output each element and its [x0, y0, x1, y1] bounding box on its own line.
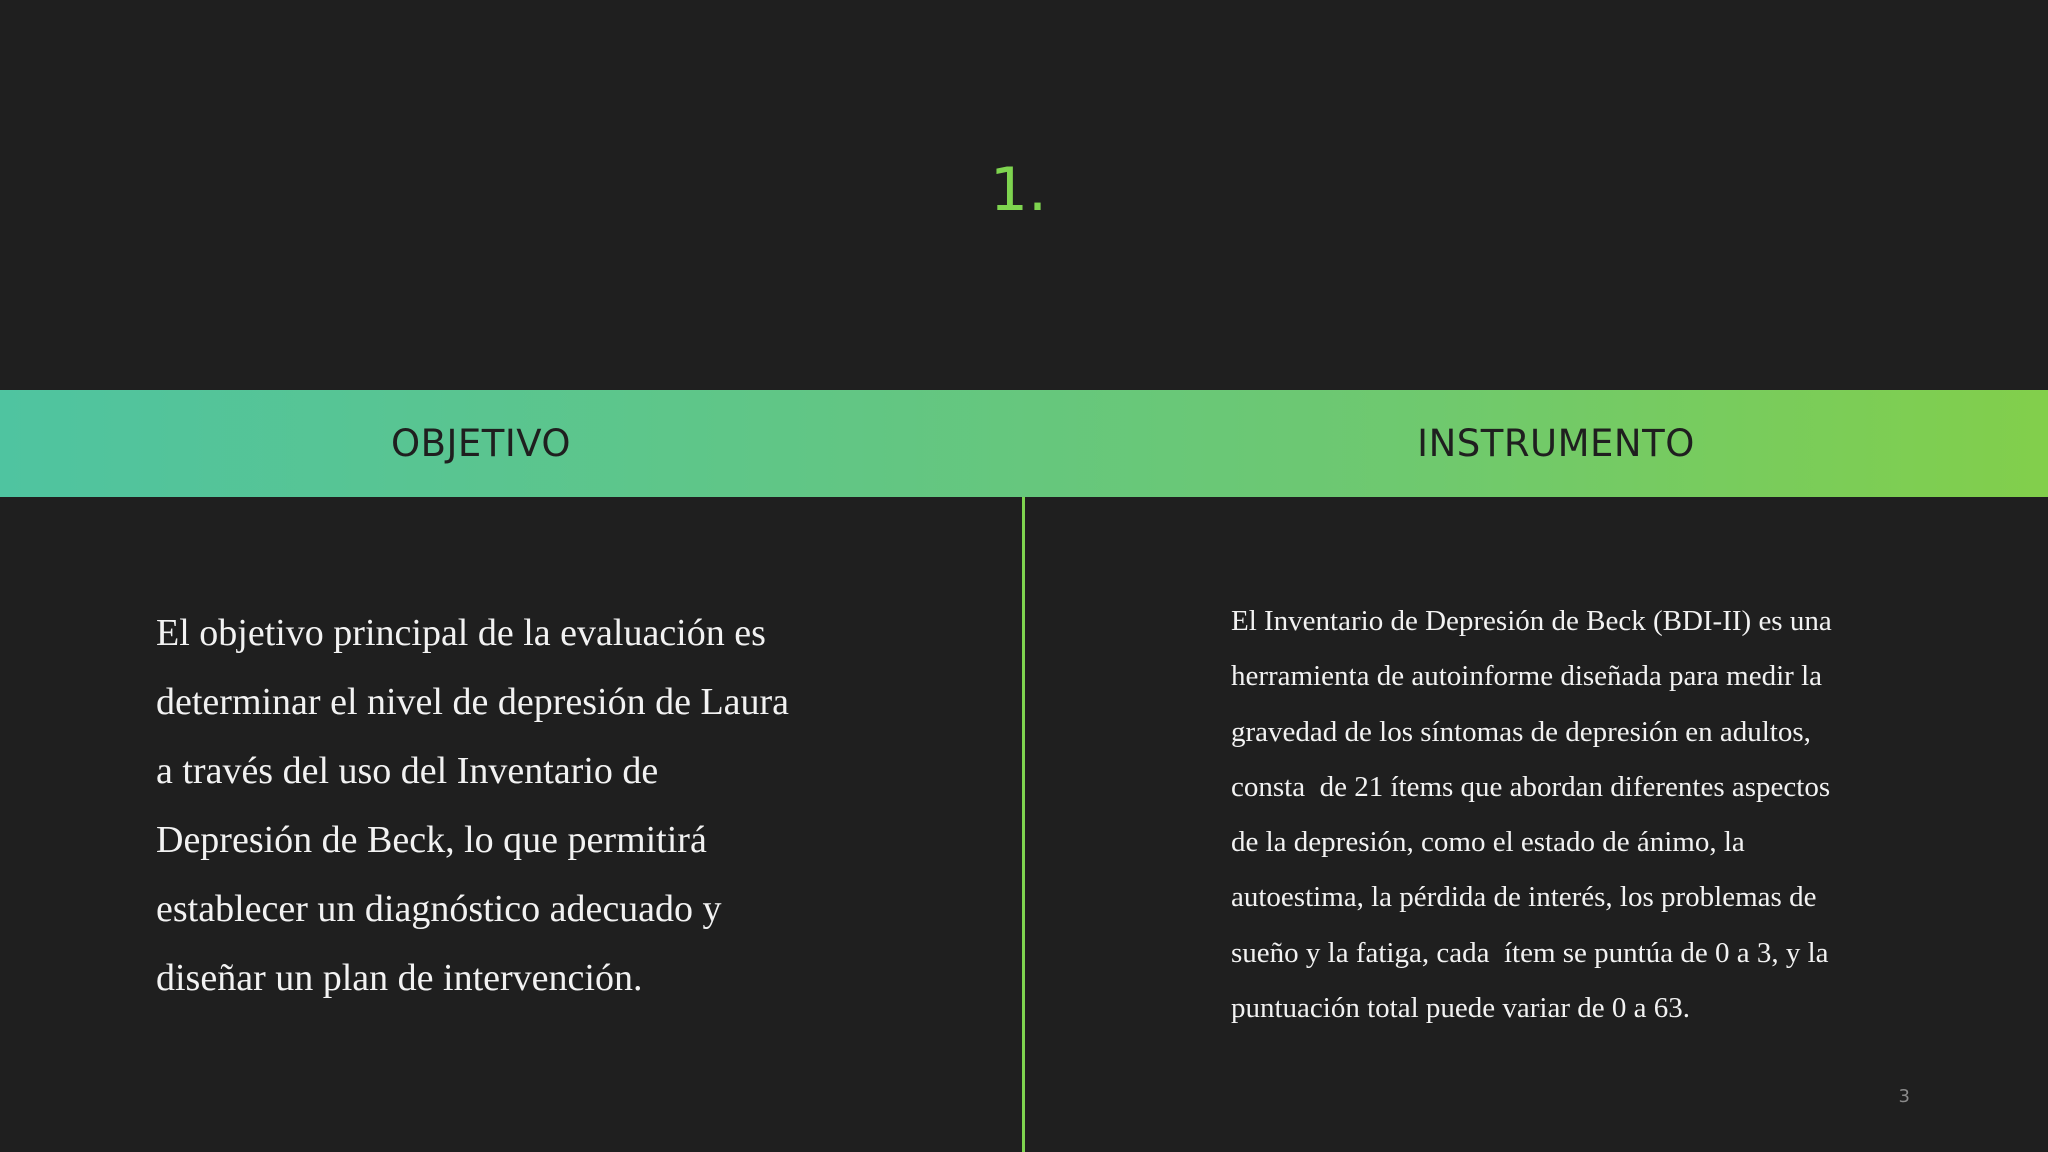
instrument-line: autoestima, la pérdida de interés, los problemas de: [1231, 881, 1817, 914]
instrument-line: consta de 21 ítems que abordan diferentes aspectos: [1231, 770, 1831, 803]
instrument-line: de la depresión, como el estado de ánimo, la: [1231, 826, 1745, 859]
objective-line: diseñar un plan de intervención.: [156, 957, 643, 999]
instrument-line: gravedad de los síntomas de depresión en adultos,: [1231, 715, 1811, 748]
instrument-paragraph: [1231, 594, 1901, 1036]
objective-heading: OBJETIVO: [390, 422, 572, 465]
page-number: 3: [1898, 1086, 1910, 1107]
objective-paragraph: [156, 599, 816, 1013]
objective-line: Depresión de Beck, lo que permitirá: [156, 819, 707, 861]
instrument-line: herramienta de autoinforme diseñada para medir la: [1231, 660, 1823, 693]
objective-line: establecer un diagnóstico adecuado y: [156, 888, 722, 930]
objective-line: determinar el nivel de depresión de Laura: [156, 681, 790, 723]
instrument-heading: INSTRUMENTO: [1417, 422, 1695, 465]
instrument-line: sueño y la fatiga, cada ítem se puntúa de 0 a 3, y la: [1231, 936, 1829, 969]
objective-line: El objetivo principal de la evaluación es: [156, 612, 766, 654]
section-number: 1.: [989, 155, 1048, 225]
header-band: [0, 390, 2048, 497]
objective-line: a través del uso del Inventario de: [156, 750, 659, 792]
instrument-line: puntuación total puede variar de 0 a 63.: [1231, 992, 1691, 1025]
column-divider: [1022, 497, 1025, 1152]
instrument-line: El Inventario de Depresión de Beck (BDI-II) es una: [1231, 605, 1832, 637]
